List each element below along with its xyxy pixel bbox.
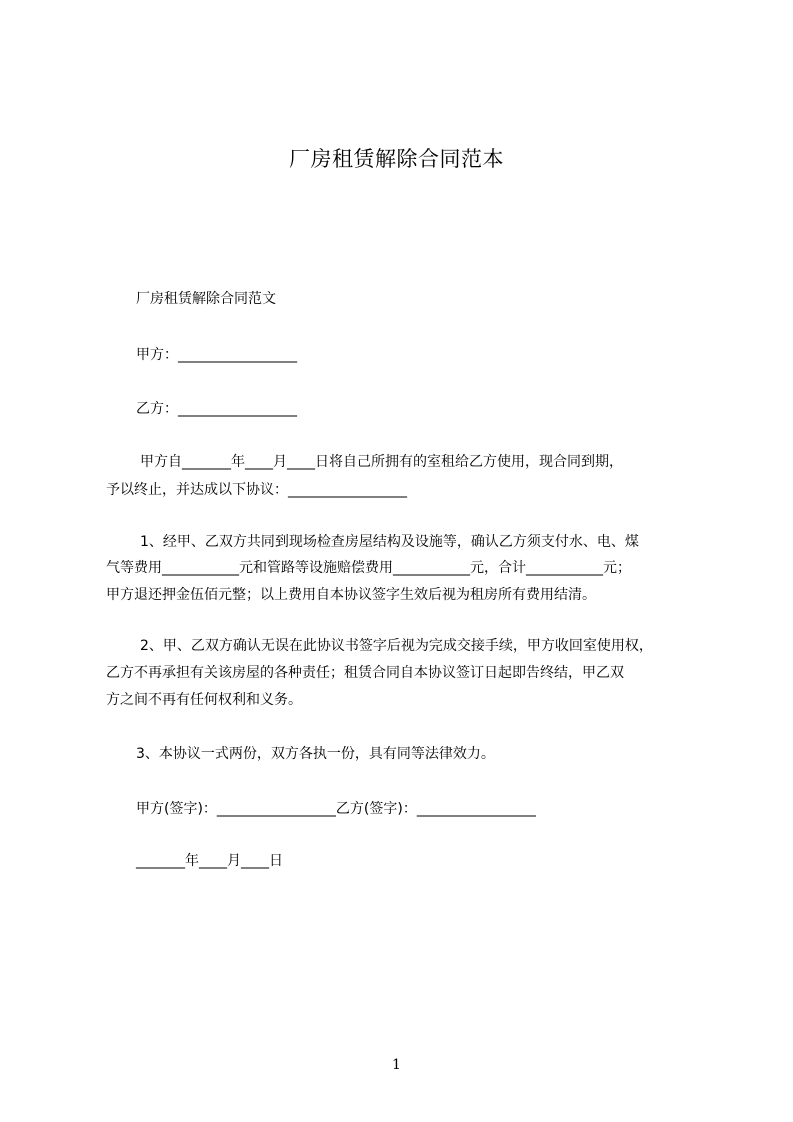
intro-line-2: 予以终止，并达成以下协议：_________________ xyxy=(106,482,407,498)
intro-line-1: 甲方自_______年____月____日将自己所拥有的室租给乙方使用，现合同到期， xyxy=(140,454,623,470)
signature-line: 甲方(签字)：_________________乙方(签字)：_________________ xyxy=(136,801,536,817)
party-b-line: 乙方：_________________ xyxy=(136,401,297,417)
clause-1-line-3: 甲方退还押金伍佰元整；以上费用自本协议签字生效后视为租房所有费用结清。 xyxy=(106,587,596,603)
clause-2-line-1: 2、甲、乙双方确认无误在此协议书签字后视为完成交接手续，甲方收回室使用权， xyxy=(140,638,653,654)
date-line: _______年____月____日 xyxy=(136,853,283,869)
page-number: 1 xyxy=(392,1057,401,1073)
clause-2-line-3: 方之间不再有任何权利和义务。 xyxy=(106,692,302,708)
page-title: 厂房租赁解除合同范本 xyxy=(289,147,504,171)
document-subtitle: 厂房租赁解除合同范文 xyxy=(136,291,276,307)
clause-2-line-2: 乙方不再承担有关该房屋的各种责任；租赁合同自本协议签订日起即告终结，甲乙双 xyxy=(106,665,624,681)
party-a-line: 甲方：_________________ xyxy=(136,347,297,363)
clause-1-line-1: 1、经甲、乙双方共同到现场检查房屋结构及设施等，确认乙方须支付水、电、煤 xyxy=(140,534,639,550)
clause-3-line: 3、本协议一式两份，双方各执一份，具有同等法律效力。 xyxy=(136,746,495,762)
clause-1-line-2: 气等费用___________元和管路等设施赔偿费用___________元，合计___________元； xyxy=(106,560,631,576)
